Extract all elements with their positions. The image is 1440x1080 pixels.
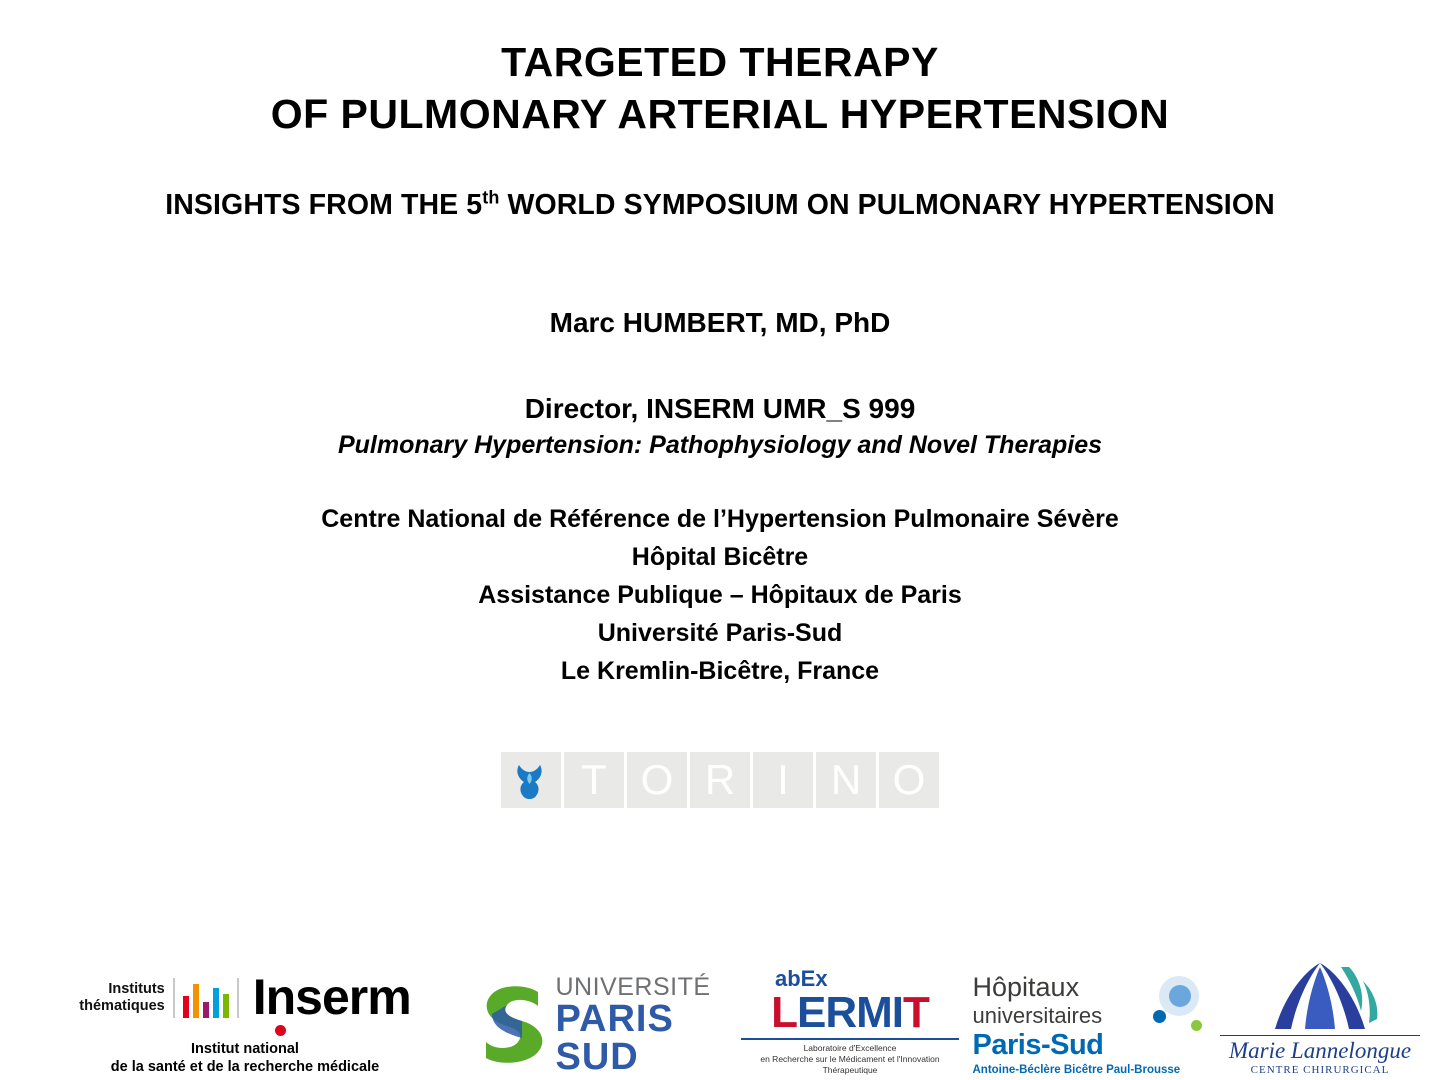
subtitle-suffix: WORLD SYMPOSIUM ON PULMONARY HYPERTENSION: [499, 188, 1275, 221]
torino-logo: [0, 752, 1440, 808]
lermit-caption-line-2: en Recherche sur le Médicament et l'Innovation Thérapeutique: [760, 1053, 940, 1075]
affiliation-line-4: Université Paris-Sud: [597, 618, 843, 647]
author-role-subtitle: Pulmonary Hypertension: Pathophysiology and Novel Therapies: [337, 430, 1103, 459]
author-role: Director, INSERM UMR_S 999: [524, 392, 916, 424]
hup-line-3: Paris-Sud: [972, 1029, 1104, 1061]
torino-letter-t: T: [564, 752, 624, 808]
inserm-instituts-line-1: Instituts: [108, 981, 165, 998]
sponsor-logo-strip: [0, 930, 1440, 1080]
torino-letter-i: I: [753, 752, 813, 808]
affiliation-line-3: Assistance Publique – Hôpitaux de Paris: [478, 580, 962, 609]
logo-hopitaux-universitaires-paris-sud: [973, 972, 1213, 1076]
inserm-wordmark-text: Inserm: [252, 969, 411, 1026]
inserm-subtitle-line-2: de la santé et de la recherche médicale: [110, 1058, 380, 1075]
hup-line-1: Hôpitaux: [972, 972, 1080, 1002]
torino-letter-o2: O: [879, 752, 939, 808]
paris-sud-s-icon: [478, 980, 552, 1070]
affiliation-line-1: Centre National de Référence de l’Hypertension Pulmonaire Sévère: [321, 504, 1119, 533]
page-title-line-1: TARGETED THERAPY: [501, 39, 939, 85]
paris-sud-line-1: UNIVERSITÉ: [555, 973, 711, 1001]
subtitle-ordinal-suffix: th: [482, 187, 500, 208]
affiliation-block: [0, 500, 1440, 690]
affiliation-line-2: Hôpital Bicêtre: [631, 542, 809, 571]
inserm-instituts-label: [79, 981, 164, 1014]
subtitle-prefix: INSIGHTS FROM THE 5: [165, 188, 483, 221]
hup-bubbles-icon: [1151, 976, 1213, 1038]
lermit-letter-l: L: [771, 988, 797, 1038]
inserm-subtitle-line-1: Institut national: [191, 1040, 299, 1057]
hup-line-2: universitaires: [972, 1003, 1103, 1028]
lermit-wordmark: [735, 988, 965, 1038]
paris-sud-line-3: SUD: [555, 1036, 639, 1078]
torino-letter-o1: O: [627, 752, 687, 808]
torino-bull-icon: [501, 752, 561, 808]
title-block: [0, 0, 1440, 141]
affiliation-line-5: Le Kremlin-Bicêtre, France: [560, 656, 880, 685]
torino-plate: [501, 752, 939, 808]
page-title-line-2: OF PULMONARY ARTERIAL HYPERTENSION: [270, 91, 1170, 138]
logo-labex-lermit: [735, 966, 965, 1076]
logo-marie-lannelongue: [1220, 961, 1420, 1076]
logo-universite-paris-sud: [478, 975, 728, 1076]
inserm-wordmark: [252, 969, 411, 1026]
lermit-letter-t: T: [903, 988, 929, 1038]
inserm-subtitle: [111, 1040, 379, 1076]
marie-lannelongue-fan-icon: [1220, 961, 1420, 1033]
hup-line-4: Antoine-Béclère Bicêtre Paul-Brousse: [972, 1064, 1181, 1076]
logo-inserm: [20, 969, 470, 1076]
paris-sud-line-2: PARIS: [555, 998, 674, 1040]
lermit-letters-ermi: ERMI: [797, 988, 903, 1038]
page-subtitle: [0, 189, 1440, 222]
inserm-instituts-line-2: thématiques: [79, 998, 165, 1014]
author-name: Marc HUMBERT, MD, PhD: [549, 306, 891, 338]
marie-lannelongue-subtitle: CENTRE CHIRURGICAL: [1250, 1064, 1390, 1076]
lermit-caption-line-1: Laboratoire d'Excellence: [803, 1042, 897, 1053]
torino-letter-r: R: [690, 752, 750, 808]
inserm-dot-icon: [275, 1025, 286, 1036]
torino-letter-n: N: [816, 752, 876, 808]
marie-lannelongue-name: Marie Lannelongue: [1220, 1035, 1420, 1064]
lermit-divider: [741, 1038, 959, 1040]
inserm-bars-icon: [173, 978, 239, 1018]
lermit-labex-text: abEx: [775, 966, 828, 992]
